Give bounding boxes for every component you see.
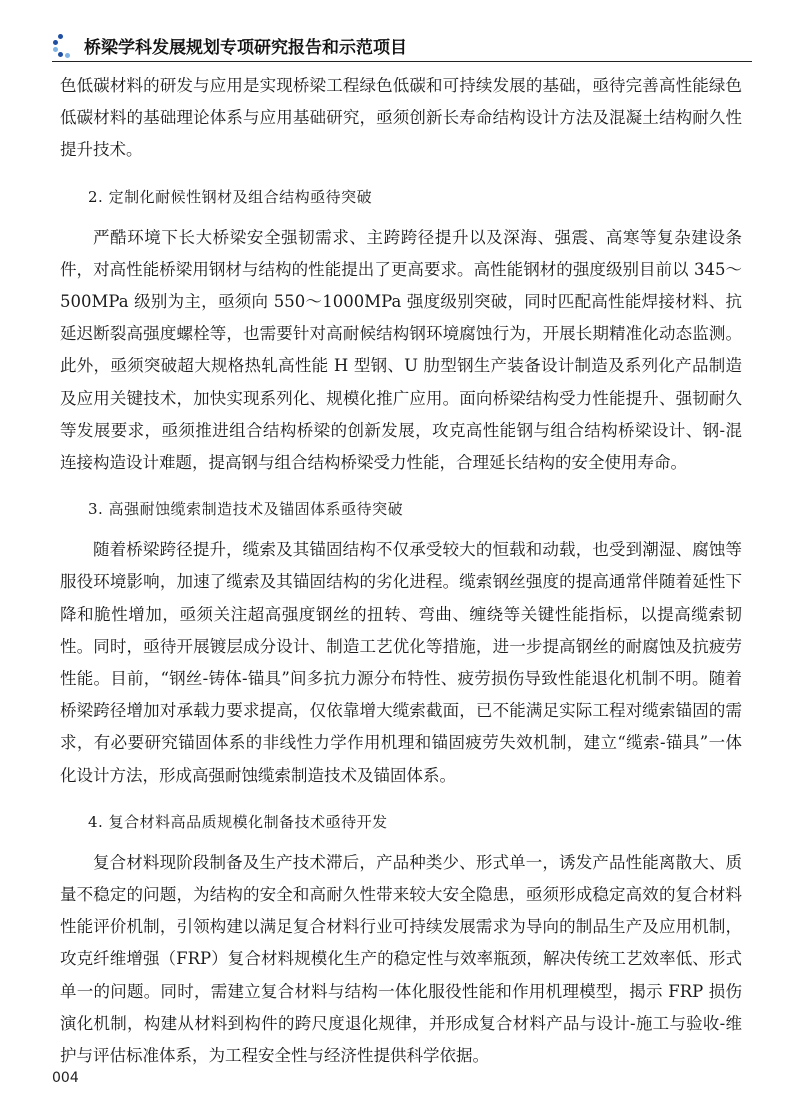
section-2-heading: 2. 定制化耐候性钢材及组合结构亟待突破 (88, 187, 373, 206)
section-2-paragraph: 严酷环境下长大桥梁安全强韧需求、主跨跨径提升以及深海、强震、高寒等复杂建设条件，对高性能桥梁用钢材与结构的性能提出了更高要求。高性能钢材的强度级别目前以 345～500MPa 级别为主，亟须向 550～1000MPa 强度级别突破，同时匹配高性能焊接材料、抗延迟断裂高强度螺栓等，也需要针对高耐候结构钢环境腐蚀行为，开展长期精准化动态监测。此外，亟须突破超大规格热轧高性能 H 型钢、U 肋型钢生产装备设计制造及系列化产品制造及应用关键技术，加快实现系列化、规模化推广应用。面向桥梁结构受力性能提升、强韧耐久等发展要求，亟须推进组合结构桥梁的创新发展，攻克高性能钢与组合结构桥梁设计、钢-混连接构造设计难题，提高钢与组合结构桥梁受力性能，合理延长结构的安全使用寿命。 (60, 227, 742, 473)
intro-paragraph: 色低碳材料的研发与应用是实现桥梁工程绿色低碳和可持续发展的基础，亟待完善高性能绿色低碳材料的基础理论体系与应用基础研究，亟须创新长寿命结构设计方法及混凝土结构耐久性提升技术。 (60, 76, 742, 160)
running-header (52, 30, 752, 60)
header-rule (52, 61, 752, 62)
header-title: 桥梁学科发展规划专项研究报告和示范项目 (84, 37, 407, 58)
section-4-paragraph: 复合材料现阶段制备及生产技术滞后，产品种类少、形式单一，诱发产品性能离散大、质量不稳定的问题，为结构的安全和高耐久性带来较大安全隐患，亟须形成稳定高效的复合材料性能评价机制，引领构建以满足复合材料行业可持续发展需求为导向的制品生产及应用机制，攻克纤维增强（FRP）复合材料规模化生产的稳定性与效率瓶颈，解决传统工艺效率低、形式单一的问题。同时，需建立复合材料与结构一体化服役性能和作用机理模型，揭示 FRP 损伤演化机制，构建从材料到构件的跨尺度退化规律，并形成复合材料产品与设计-施工与验收-维护与评估标准体系，为工程安全性与经济性提供科学依据。 (60, 852, 742, 1066)
section-4-heading: 4. 复合材料高品质规模化制备技术亟待开发 (88, 812, 388, 831)
section-3-heading: 3. 高强耐蚀缆索制造技术及锚固体系亟待突破 (88, 500, 404, 519)
section-3-paragraph: 随着桥梁跨径提升，缆索及其锚固结构不仅承受较大的恒载和动载，也受到潮湿、腐蚀等服役环境影响，加速了缆索及其锚固结构的劣化进程。缆索钢丝强度的提高通常伴随着延性下降和脆性增加，亟须关注超高强度钢丝的扭转、弯曲、缠绕等关键性能指标，以提高缆索韧性。同时，亟待开展镀层成分设计、制造工艺优化等措施，进一步提高钢丝的耐腐蚀及抗疲劳性能。目前，“钢丝-铸体-锚具”间多抗力源分布特性、疲劳损伤导致性能退化机制不明。随着桥梁跨径增加对承载力要求提高，仅依靠增大缆索截面，已不能满足实际工程对缆索锚固的需求，有必要研究锚固体系的非线性力学作用机理和锚固疲劳失效机制，建立“缆索-锚具”一体化设计方法，形成高强耐蚀缆索制造技术及锚固体系。 (60, 540, 742, 785)
page-body (60, 70, 742, 1072)
dotted-arc-logo-icon (52, 33, 76, 57)
page-number: 004 (52, 1070, 79, 1086)
